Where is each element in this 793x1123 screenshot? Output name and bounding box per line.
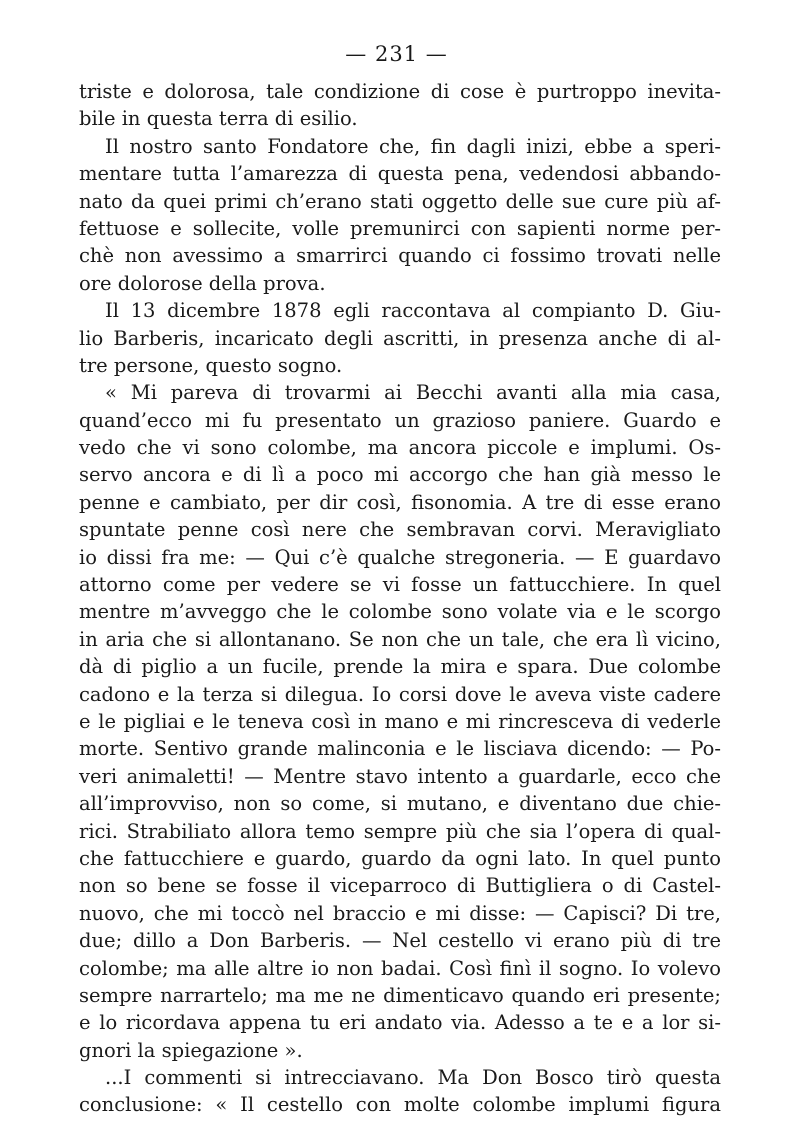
text-line: non so bene se fosse il viceparroco di Buttigliera o di Castel-: [79, 874, 721, 898]
text-line: morte. Sentivo grande malinconia e le lisciava dicendo: — Po-: [79, 737, 721, 761]
text-line: in aria che si allontanano. Se non che un tale, che era lì vicino,: [79, 627, 721, 651]
text-line: spuntate penne così nere che sembravan corvi. Meravigliato: [79, 518, 721, 542]
text-line: colombe; ma alle altre io non badai. Così finì il sogno. Io volevo: [79, 956, 721, 980]
text-line: chè non avessimo a smarrirci quando ci fossimo trovati nelle: [79, 244, 721, 268]
text-line: io dissi fra me: — Qui c’è qualche stregoneria. — E guardavo: [79, 545, 721, 569]
text-line: all’improvviso, non so come, si mutano, e diventano due chie-: [79, 792, 721, 816]
text-line: ore dolorose della prova.: [79, 271, 326, 295]
text-line: Il nostro santo Fondatore che, fin dagli inizi, ebbe a speri-: [105, 134, 721, 158]
text-line: « Mi pareva di trovarmi ai Becchi avanti alla mia casa,: [105, 381, 721, 405]
text-line: mentre m’avveggo che le colombe sono volate via e le scorgo: [79, 600, 721, 624]
text-line: e lo ricordava appena tu eri andato via. Adesso a te e a lor si-: [79, 1011, 721, 1035]
text-line: bile in questa terra di esilio.: [79, 107, 358, 131]
text-line: dà di piglio a un fucile, prende la mira e spara. Due colombe: [79, 655, 721, 679]
text-line: ...I commenti si intrecciavano. Ma Don Bosco tirò questa: [105, 1066, 721, 1090]
text-line: tre persone, questo sogno.: [79, 353, 343, 377]
text-line: triste e dolorosa, tale condizione di cose è purtroppo inevita-: [79, 80, 721, 103]
text-line: mentare tutta l’amarezza di questa pena, vedendosi abbando-: [79, 162, 721, 186]
body-text: [79, 78, 721, 1119]
text-line: vedo che vi sono colombe, ma ancora piccole e implumi. Os-: [79, 436, 721, 460]
text-line: nuovo, che mi toccò nel braccio e mi disse: — Capisci? Di tre,: [79, 901, 721, 925]
text-line: servo ancora e di lì a poco mi accorgo che han già messo le: [79, 463, 721, 487]
text-line: veri animaletti! — Mentre stavo intento a guardarle, ecco che: [79, 764, 721, 788]
text-line: cadono e la terza si dilegua. Io corsi dove le aveva viste cadere: [79, 682, 721, 706]
text-line: rici. Strabiliato allora temo sempre più che sia l’opera di qual-: [79, 819, 721, 843]
text-line: Il 13 dicembre 1878 egli raccontava al compianto D. Giu-: [105, 299, 721, 323]
text-line: che fattucchiere e guardo, guardo da ogni lato. In quel punto: [79, 846, 721, 870]
text-line: sempre narrartelo; ma me ne dimenticavo quando eri presente;: [79, 983, 721, 1007]
text-line: nato da quei primi ch’erano stati oggetto delle sue cure più af-: [79, 189, 721, 213]
text-line: e le pigliai e le teneva così in mano e mi rincresceva di vederle: [79, 709, 721, 733]
text-line: attorno come per vedere se vi fosse un fattucchiere. In quel: [79, 573, 721, 597]
text-line: lio Barberis, incaricato degli ascritti, in presenza anche di al-: [79, 326, 721, 350]
text-line: conclusione: « Il cestello con molte colombe implumi figura: [79, 1093, 721, 1117]
text-line: due; dillo a Don Barberis. — Nel cestello vi erano più di tre: [79, 929, 721, 953]
text-line: fettuose e sollecite, volle premunirci con sapienti norme per-: [79, 216, 721, 240]
text-line: penne e cambiato, per dir così, fisonomia. A tre di esse erano: [79, 490, 721, 514]
page-number: — 231 —: [345, 42, 448, 66]
text-line: gnori la spiegazione ».: [79, 1038, 303, 1062]
text-line: quand’ecco mi fu presentato un grazioso paniere. Guardo e: [79, 408, 721, 432]
